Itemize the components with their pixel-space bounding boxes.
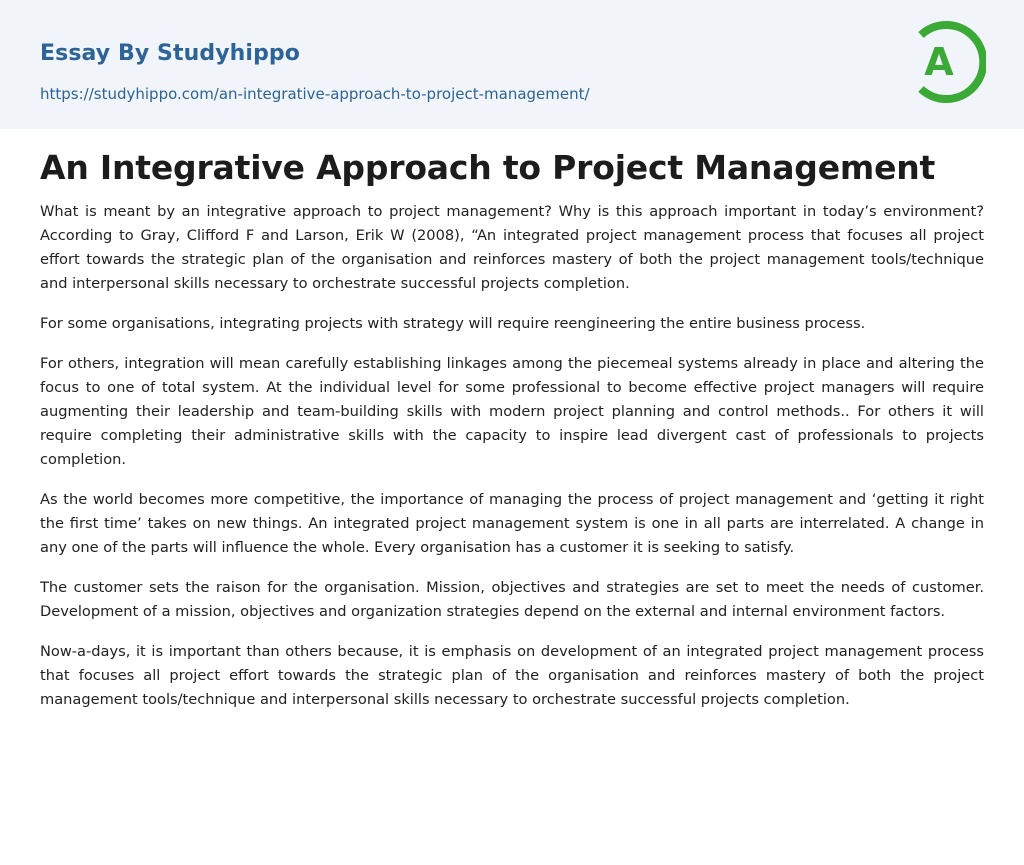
paragraph: Now-a-days, it is important than others because, it is emphasis on development of an integrated project management process that focuses all project effort towards the strategic plan of the organisation and reinforces mastery of both the project management tools/technique and interpersonal skills necessary to orchestrate successful projects completion.: [40, 643, 984, 708]
paragraph: The customer sets the raison for the organisation. Mission, objectives and strategies are set to meet the needs of customer. Development of a mission, objectives and organization strategies depend on the external and internal environment factors.: [40, 579, 984, 620]
source-url-link[interactable]: https://studyhippo.com/an-integrative-approach-to-project-management/: [40, 85, 590, 103]
paragraph: As the world becomes more competitive, the importance of managing the process of project management and ‘getting it right the first time’ takes on new things. An integrated project management system is one in all parts are interrelated. A change in any one of the parts will influence the whole. Every organisation has a customer it is seeking to satisfy.: [40, 491, 984, 556]
paragraph: For others, integration will mean carefully establishing linkages among the piecemeal systems already in place and altering the focus to one of total system. At the individual level for some professional to become effective project managers will require augmenting their leadership and team-building skills with modern project planning and control methods.. For others it will require completing their administrative skills with the capacity to inspire lead divergent cast of professionals to projects completion.: [40, 355, 984, 468]
paragraph: What is meant by an integrative approach to project management? Why is this approach important in today’s environment? According to Gray, Clifford F and Larson, Erik W (2008), “An integrated project management process that focuses all project effort towards the strategic plan of the organisation and reinforces mastery of both the project management tools/technique and interpersonal skills necessary to orchestrate successful projects completion.: [40, 203, 984, 292]
site-name[interactable]: Essay By Studyhippo: [40, 41, 300, 66]
paragraph: For some organisations, integrating projects with strategy will require reengineering the entire business process.: [40, 315, 866, 332]
logo-icon: [912, 19, 986, 105]
page-header: [0, 0, 1024, 129]
logo-letter: A: [924, 40, 954, 84]
logo[interactable]: [912, 19, 986, 105]
article-body: [40, 200, 984, 728]
article-title: An Integrative Approach to Project Management: [40, 148, 936, 187]
